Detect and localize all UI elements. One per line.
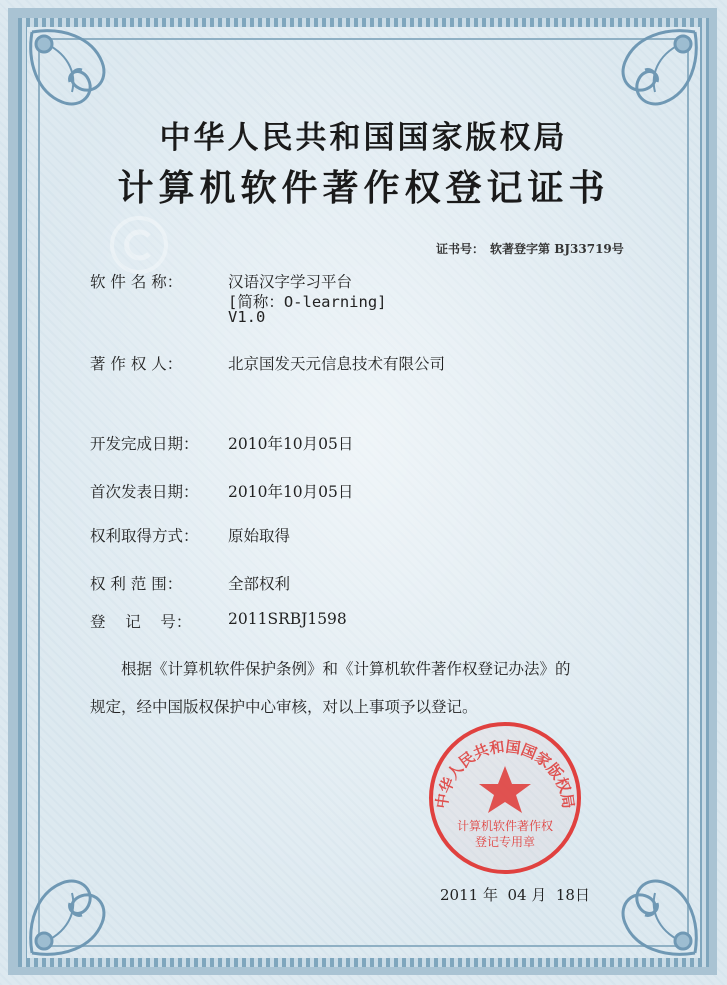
statement bbox=[90, 650, 650, 726]
owner-label: 著 作 权 人： bbox=[90, 355, 183, 373]
software-short-name: [简称：O-learning] bbox=[228, 293, 387, 311]
field-owner bbox=[90, 352, 446, 374]
seal-inner-line-1: 计算机软件著作权 bbox=[456, 819, 554, 833]
issuer-title: 中华人民共和国国家版权局 bbox=[159, 120, 568, 156]
certificate-title: 计算机软件著作权登记证书 bbox=[117, 167, 610, 209]
certificate-number bbox=[436, 240, 630, 257]
scope-value: 全部权利 bbox=[228, 575, 291, 593]
statement-line-2: 规定，经中国版权保护中心审核，对以上事项予以登记。 bbox=[90, 698, 478, 716]
field-reg-no bbox=[90, 610, 347, 632]
pub-date-label: 首次发表日期： bbox=[90, 483, 199, 501]
pub-date-value: 2010年10月05日 bbox=[228, 483, 354, 501]
field-software-name bbox=[90, 270, 353, 292]
issue-date: 2011 年 04 月 18日 bbox=[440, 886, 590, 904]
field-dev-date bbox=[90, 432, 354, 454]
acquire-label: 权利取得方式： bbox=[90, 527, 199, 545]
reg-no-label: 登 记 号： bbox=[90, 613, 192, 631]
software-name-value: 汉语汉字学习平台 bbox=[228, 273, 353, 291]
scope-label: 权 利 范 围： bbox=[90, 575, 183, 593]
owner-value: 北京国发天元信息技术有限公司 bbox=[228, 355, 446, 373]
certificate-number-label: 证书号： bbox=[436, 242, 485, 256]
certificate-number-value: 软著登字第 BJ33719号 bbox=[490, 242, 624, 256]
copyright-watermark-icon bbox=[108, 214, 170, 276]
acquire-value: 原始取得 bbox=[228, 527, 291, 545]
corner-ornament-bottom-right bbox=[585, 853, 705, 963]
field-scope bbox=[90, 572, 291, 594]
software-name-label: 软 件 名 称： bbox=[90, 273, 183, 291]
field-pub-date bbox=[90, 480, 354, 502]
corner-ornament-bottom-left bbox=[22, 853, 142, 963]
seal-outer-text: 中华人民共和国国家版权局 bbox=[432, 737, 578, 810]
software-version: V1.0 bbox=[228, 308, 266, 326]
field-acquire bbox=[90, 524, 291, 546]
dev-date-label: 开发完成日期： bbox=[90, 435, 199, 453]
official-seal bbox=[425, 718, 585, 878]
reg-no-value: 2011SRBJ1598 bbox=[228, 610, 347, 628]
seal-inner-line-2: 登记专用章 bbox=[474, 835, 536, 849]
statement-line-1: 根据《计算机软件保护条例》和《计算机软件著作权登记办法》的 bbox=[121, 660, 571, 678]
dev-date-value: 2010年10月05日 bbox=[228, 435, 354, 453]
